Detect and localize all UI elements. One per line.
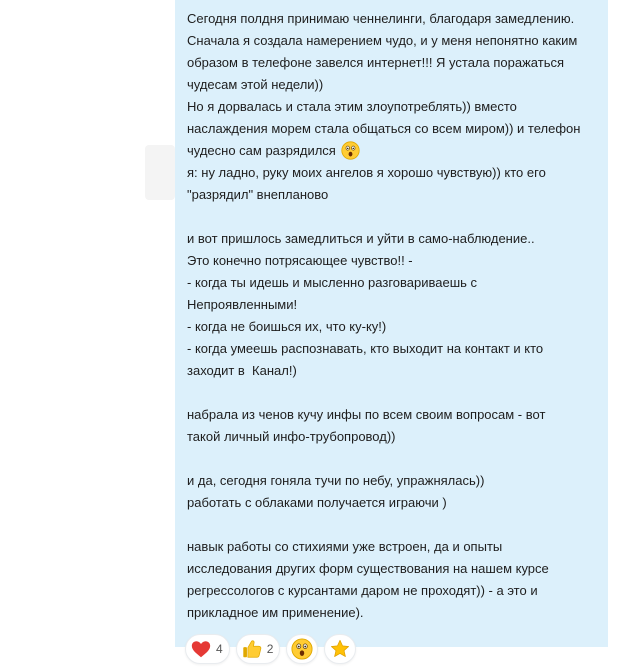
star-icon (329, 638, 351, 660)
message-line: заходит в Канал!) (187, 363, 297, 378)
message-text (187, 8, 596, 624)
message-line: исследования других форм существования на нашем курсе (187, 561, 549, 576)
message-shadow (145, 145, 175, 200)
message-line: Но я дорвалась и стала этим злоупотреблять)) вместо (187, 99, 517, 114)
message-blank-line (187, 448, 596, 470)
reactions-bar (185, 634, 356, 664)
thumbs-up-icon (241, 638, 263, 660)
message-line-with-emoji (187, 140, 596, 162)
message-line: такой личный инфо-трубопровод)) (187, 429, 396, 444)
message-line: Непроявленными! (187, 297, 298, 312)
message-line: Сегодня полдня принимаю ченнелинги, благодаря замедлению. (187, 11, 575, 26)
shocked-face-icon (341, 141, 360, 160)
message-line: и да, сегодня гоняла тучи по небу, упражнялась)) (187, 473, 485, 488)
message-line: я: ну ладно, руку моих ангелов я хорошо чувствую)) кто его (187, 165, 546, 180)
message-line: навык работы со стихиями уже встроен, да и опыты (187, 539, 503, 554)
message-line: - когда не боишься их, что ку-ку!) (187, 319, 387, 334)
message-line: чудесам этой недели)) (187, 77, 324, 92)
message-line: работать с облаками получается играючи ) (187, 495, 447, 510)
reaction-count: 2 (266, 642, 274, 656)
message-line-text: чудесно сам разрядился (187, 143, 336, 158)
message-line: - когда ты идешь и мысленно разговариваешь с (187, 275, 478, 290)
message-line: и вот пришлось замедлиться и уйти в само-наблюдение.. (187, 231, 535, 246)
message-line: прикладное им применение). (187, 605, 364, 620)
message-line: - когда умеешь распознавать, кто выходит на контакт и кто (187, 341, 544, 356)
message-line: образом в телефоне завелся интернет!!! Я устала поражаться (187, 55, 564, 70)
message-bubble (175, 0, 608, 647)
message-line: Это конечно потрясающее чувство!! - (187, 253, 413, 268)
message-line: регрессологов с курсантами даром не проходят)) - а это и (187, 583, 538, 598)
reaction-shocked[interactable] (286, 634, 318, 664)
message-blank-line (187, 514, 596, 536)
reaction-star[interactable] (324, 634, 356, 664)
message-line: "разрядил" внепланово (187, 187, 329, 202)
message-line: Сначала я создала намерением чудо, и у меня непонятно каким (187, 33, 578, 48)
message-line: набрала из ченов кучу инфы по всем своим вопросам - вот (187, 407, 546, 422)
shocked-face-icon (291, 638, 313, 660)
reaction-heart[interactable] (185, 634, 230, 664)
message-line: наслаждения морем стала общаться со всем миром)) и телефон (187, 121, 581, 136)
message-blank-line (187, 382, 596, 404)
heart-icon (190, 638, 212, 660)
reaction-count: 4 (216, 642, 223, 656)
message-blank-line (187, 206, 596, 228)
reaction-thumbs-up[interactable] (236, 634, 281, 664)
